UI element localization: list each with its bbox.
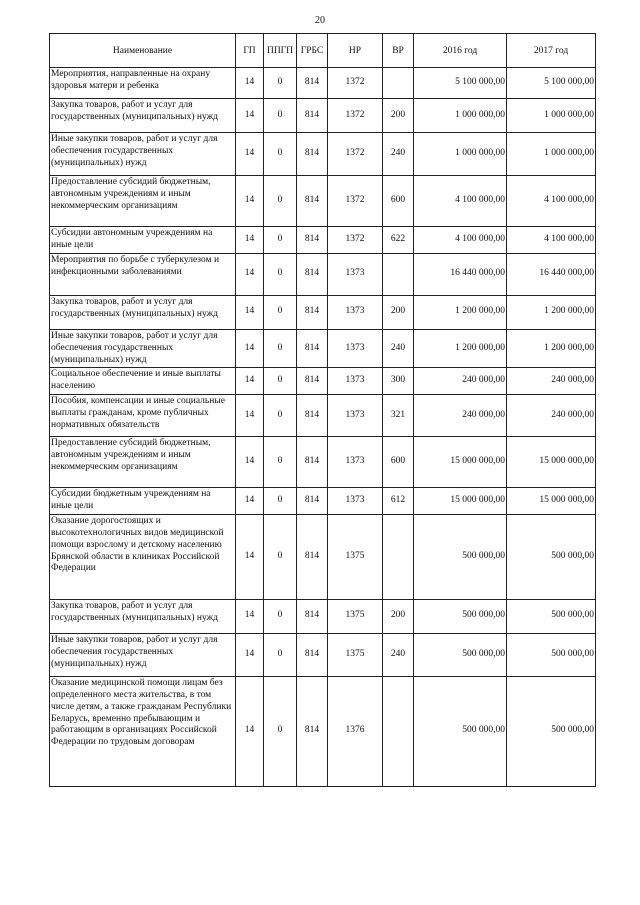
row-2017: 4 100 000,00 [507, 227, 596, 254]
row-ppgp: 0 [264, 514, 297, 599]
row-grbs: 814 [297, 329, 328, 368]
table-row [50, 395, 596, 437]
row-gp: 14 [236, 253, 264, 295]
row-ppgp: 0 [264, 676, 297, 786]
header-2017: 2017 год [507, 34, 596, 68]
table-row [50, 633, 596, 676]
row-gp: 14 [236, 99, 264, 133]
row-vr: 300 [383, 368, 414, 395]
row-nr: 1373 [328, 488, 383, 515]
table-row [50, 514, 596, 599]
table-row [50, 676, 596, 786]
row-2016: 240 000,00 [414, 368, 507, 395]
row-name: Предоставление субсидий бюджетным, автономным учреждениям и иным некоммерческим организациям [50, 176, 236, 227]
table-row [50, 295, 596, 329]
table-row [50, 437, 596, 488]
row-name: Иные закупки товаров, работ и услуг для обеспечения государственных (муниципальных) нужд [50, 133, 236, 176]
row-vr: 240 [383, 133, 414, 176]
row-name: Мероприятия по борьбе с туберкулезом и инфекционными заболеваниями [50, 253, 236, 295]
row-gp: 14 [236, 329, 264, 368]
row-gp: 14 [236, 68, 264, 99]
row-ppgp: 0 [264, 227, 297, 254]
row-ppgp: 0 [264, 68, 297, 99]
table-row [50, 176, 596, 227]
table-row [50, 599, 596, 633]
row-nr: 1373 [328, 437, 383, 488]
row-grbs: 814 [297, 133, 328, 176]
row-name: Пособия, компенсации и иные социальные выплаты гражданам, кроме публичных нормативных обязательств [50, 395, 236, 437]
row-nr: 1373 [328, 395, 383, 437]
row-nr: 1373 [328, 368, 383, 395]
row-2017: 240 000,00 [507, 368, 596, 395]
row-vr: 321 [383, 395, 414, 437]
row-gp: 14 [236, 395, 264, 437]
row-gp: 14 [236, 676, 264, 786]
row-ppgp: 0 [264, 599, 297, 633]
row-2016: 500 000,00 [414, 633, 507, 676]
row-name: Предоставление субсидий бюджетным, автономным учреждениям и иным некоммерческим организациям [50, 437, 236, 488]
row-2016: 15 000 000,00 [414, 437, 507, 488]
table-row [50, 368, 596, 395]
row-ppgp: 0 [264, 253, 297, 295]
row-vr: 200 [383, 99, 414, 133]
row-gp: 14 [236, 599, 264, 633]
row-vr: 240 [383, 329, 414, 368]
row-grbs: 814 [297, 395, 328, 437]
row-name: Субсидии бюджетным учреждениям на иные цели [50, 488, 236, 515]
table-header-row [50, 34, 596, 68]
row-2017: 500 000,00 [507, 599, 596, 633]
table-row [50, 227, 596, 254]
row-vr: 600 [383, 437, 414, 488]
row-2017: 500 000,00 [507, 633, 596, 676]
row-2017: 16 440 000,00 [507, 253, 596, 295]
row-vr [383, 676, 414, 786]
row-name: Иные закупки товаров, работ и услуг для обеспечения государственных (муниципальных) нужд [50, 633, 236, 676]
table-row [50, 68, 596, 99]
row-ppgp: 0 [264, 488, 297, 515]
row-2016: 15 000 000,00 [414, 488, 507, 515]
row-name: Закупка товаров, работ и услуг для государственных (муниципальных) нужд [50, 99, 236, 133]
row-vr: 200 [383, 295, 414, 329]
row-name: Иные закупки товаров, работ и услуг для обеспечения государственных (муниципальных) нужд [50, 329, 236, 368]
row-nr: 1376 [328, 676, 383, 786]
header-2016: 2016 год [414, 34, 507, 68]
row-2017: 1 000 000,00 [507, 133, 596, 176]
row-nr: 1372 [328, 176, 383, 227]
row-2017: 1 000 000,00 [507, 99, 596, 133]
row-grbs: 814 [297, 514, 328, 599]
row-2016: 500 000,00 [414, 599, 507, 633]
row-name: Субсидии автономным учреждениям на иные цели [50, 227, 236, 254]
row-2017: 15 000 000,00 [507, 437, 596, 488]
row-vr: 622 [383, 227, 414, 254]
row-vr: 240 [383, 633, 414, 676]
row-nr: 1372 [328, 68, 383, 99]
row-nr: 1372 [328, 227, 383, 254]
header-nr: НР [328, 34, 383, 68]
row-2016: 4 100 000,00 [414, 227, 507, 254]
header-vr: ВР [383, 34, 414, 68]
header-grbs: ГРБС [297, 34, 328, 68]
row-2017: 240 000,00 [507, 395, 596, 437]
header-ppgp: ППГП [264, 34, 297, 68]
row-2016: 1 200 000,00 [414, 329, 507, 368]
table-row [50, 329, 596, 368]
row-2016: 1 000 000,00 [414, 99, 507, 133]
row-2016: 5 100 000,00 [414, 68, 507, 99]
row-name: Оказание медицинской помощи лицам без определенного места жительства, в том числе детям, а также гражданам Республики Беларусь, временно пребывающим и работающим в организациях Российской Федерации по трудовым договорам [50, 676, 236, 786]
row-gp: 14 [236, 368, 264, 395]
row-vr [383, 68, 414, 99]
row-gp: 14 [236, 488, 264, 515]
row-name: Оказание дорогостоящих и высокотехнологичных видов медицинской помощи взрослому и детскому населению Брянской области в клиниках Российской Федерации [50, 514, 236, 599]
row-gp: 14 [236, 514, 264, 599]
row-nr: 1375 [328, 514, 383, 599]
row-gp: 14 [236, 437, 264, 488]
row-2016: 16 440 000,00 [414, 253, 507, 295]
row-name: Закупка товаров, работ и услуг для государственных (муниципальных) нужд [50, 599, 236, 633]
row-ppgp: 0 [264, 133, 297, 176]
row-2016: 500 000,00 [414, 676, 507, 786]
row-ppgp: 0 [264, 99, 297, 133]
row-grbs: 814 [297, 368, 328, 395]
row-2017: 4 100 000,00 [507, 176, 596, 227]
table-row [50, 253, 596, 295]
table-row [50, 133, 596, 176]
row-2017: 15 000 000,00 [507, 488, 596, 515]
row-nr: 1373 [328, 253, 383, 295]
row-2016: 500 000,00 [414, 514, 507, 599]
row-vr: 612 [383, 488, 414, 515]
row-ppgp: 0 [264, 295, 297, 329]
row-ppgp: 0 [264, 633, 297, 676]
row-nr: 1372 [328, 133, 383, 176]
row-name: Социальное обеспечение и иные выплаты населению [50, 368, 236, 395]
row-grbs: 814 [297, 253, 328, 295]
row-vr [383, 514, 414, 599]
row-grbs: 814 [297, 68, 328, 99]
row-nr: 1373 [328, 329, 383, 368]
row-2017: 500 000,00 [507, 514, 596, 599]
row-2016: 1 200 000,00 [414, 295, 507, 329]
row-ppgp: 0 [264, 368, 297, 395]
table-row [50, 488, 596, 515]
row-ppgp: 0 [264, 437, 297, 488]
budget-table [49, 33, 596, 787]
row-grbs: 814 [297, 437, 328, 488]
row-name: Мероприятия, направленные на охрану здоровья матери и ребенка [50, 68, 236, 99]
row-grbs: 814 [297, 599, 328, 633]
row-2016: 240 000,00 [414, 395, 507, 437]
row-gp: 14 [236, 295, 264, 329]
row-grbs: 814 [297, 676, 328, 786]
row-name: Закупка товаров, работ и услуг для государственных (муниципальных) нужд [50, 295, 236, 329]
row-nr: 1375 [328, 599, 383, 633]
header-name: Наименование [50, 34, 236, 68]
table-row [50, 99, 596, 133]
row-ppgp: 0 [264, 329, 297, 368]
row-2017: 1 200 000,00 [507, 295, 596, 329]
row-grbs: 814 [297, 488, 328, 515]
row-gp: 14 [236, 633, 264, 676]
row-gp: 14 [236, 227, 264, 254]
row-grbs: 814 [297, 227, 328, 254]
header-gp: ГП [236, 34, 264, 68]
row-grbs: 814 [297, 633, 328, 676]
row-vr: 600 [383, 176, 414, 227]
row-2017: 1 200 000,00 [507, 329, 596, 368]
row-ppgp: 0 [264, 395, 297, 437]
row-2017: 500 000,00 [507, 676, 596, 786]
row-nr: 1375 [328, 633, 383, 676]
row-gp: 14 [236, 176, 264, 227]
row-ppgp: 0 [264, 176, 297, 227]
row-grbs: 814 [297, 99, 328, 133]
row-gp: 14 [236, 133, 264, 176]
row-nr: 1372 [328, 99, 383, 133]
page-number: 20 [315, 15, 325, 26]
row-vr: 200 [383, 599, 414, 633]
row-2016: 4 100 000,00 [414, 176, 507, 227]
row-2016: 1 000 000,00 [414, 133, 507, 176]
row-vr [383, 253, 414, 295]
row-grbs: 814 [297, 295, 328, 329]
row-nr: 1373 [328, 295, 383, 329]
row-grbs: 814 [297, 176, 328, 227]
row-2017: 5 100 000,00 [507, 68, 596, 99]
